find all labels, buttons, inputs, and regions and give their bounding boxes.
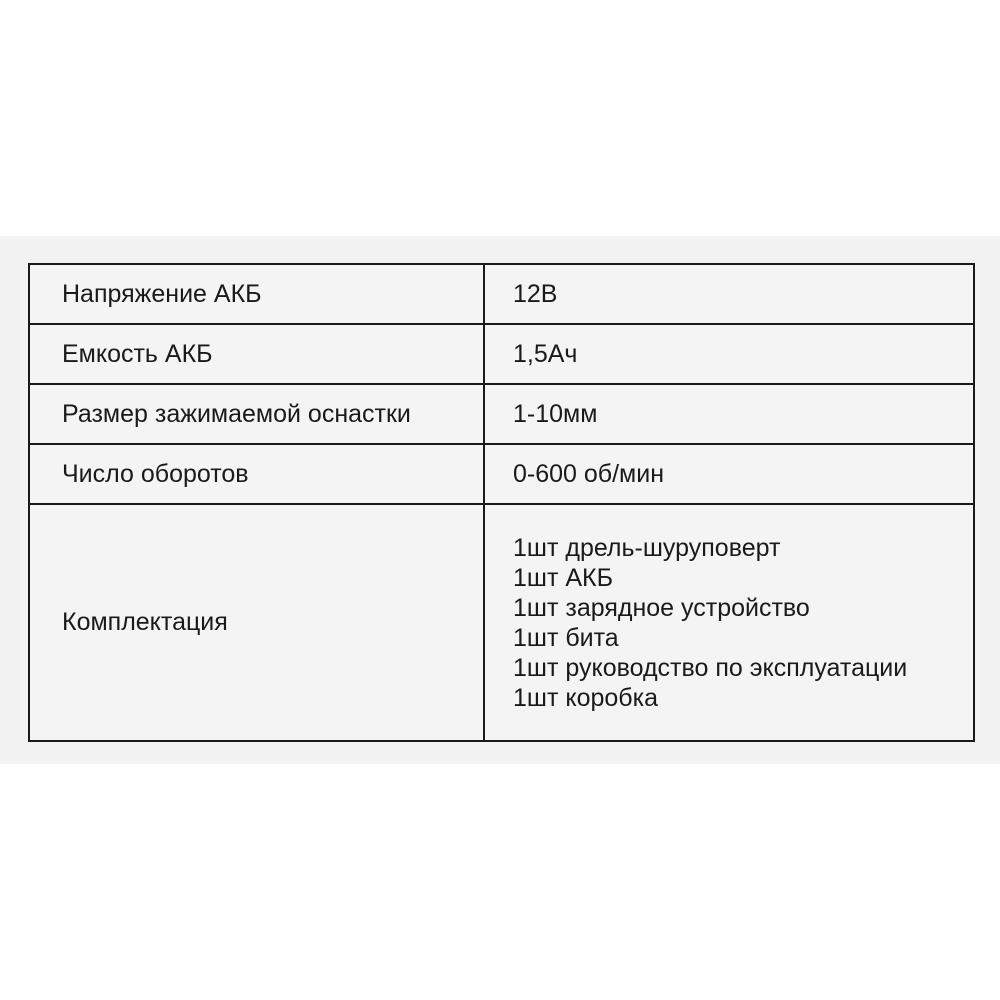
list-item: 1шт руководство по эксплуатации — [513, 653, 908, 682]
spec-value: 1,5Ач — [484, 324, 974, 384]
spec-label: Размер зажимаемой оснастки — [29, 384, 484, 444]
list-item: 1шт коробка — [513, 683, 658, 712]
spec-value: 1-10мм — [484, 384, 974, 444]
table-row — [29, 384, 974, 444]
spec-label: Емкость АКБ — [29, 324, 484, 384]
spec-value: 12В — [484, 264, 974, 324]
spec-value: 0-600 об/мин — [484, 444, 974, 504]
spec-label: Напряжение АКБ — [29, 264, 484, 324]
kit-cell — [484, 504, 974, 741]
kit-list — [513, 533, 973, 713]
list-item: 1шт бита — [513, 623, 619, 652]
table-row — [29, 264, 974, 324]
table-row-kit — [29, 504, 974, 741]
list-item: 1шт дрель-шуруповерт — [513, 533, 781, 562]
specs-table — [28, 263, 975, 742]
table-row — [29, 324, 974, 384]
list-item: 1шт АКБ — [513, 563, 613, 592]
kit-label: Комплектация — [29, 504, 484, 741]
spec-label: Число оборотов — [29, 444, 484, 504]
list-item: 1шт зарядное устройство — [513, 593, 810, 622]
table-row — [29, 444, 974, 504]
